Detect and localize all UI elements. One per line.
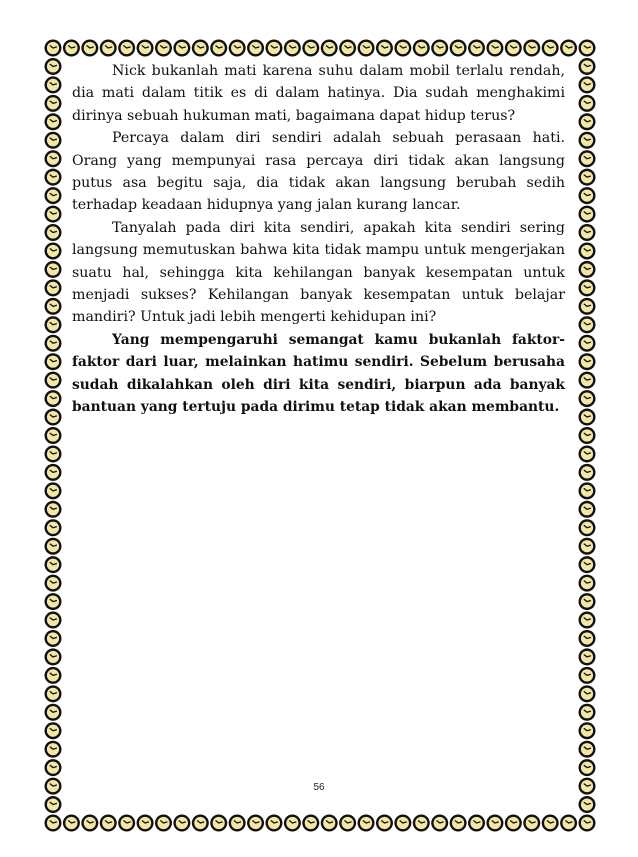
clock-icon bbox=[321, 40, 338, 57]
clock-icon bbox=[579, 335, 596, 352]
clock-icon bbox=[45, 630, 62, 647]
clock-icon bbox=[542, 40, 559, 57]
clock-icon bbox=[284, 815, 301, 832]
clock-icon bbox=[468, 40, 485, 57]
clock-icon bbox=[45, 353, 62, 370]
clock-icon bbox=[560, 815, 577, 832]
clock-icon bbox=[579, 427, 596, 444]
clock-icon bbox=[45, 445, 62, 462]
clock-icon bbox=[413, 815, 430, 832]
clock-icon bbox=[579, 648, 596, 665]
clock-icon bbox=[579, 390, 596, 407]
clock-icon bbox=[45, 704, 62, 721]
clock-icon bbox=[118, 40, 135, 57]
clock-icon bbox=[579, 40, 596, 57]
clock-icon bbox=[45, 815, 62, 832]
clock-icon bbox=[45, 538, 62, 555]
clock-icon bbox=[579, 150, 596, 167]
clock-icon bbox=[45, 409, 62, 426]
clock-icon bbox=[45, 132, 62, 149]
clock-icon bbox=[45, 242, 62, 259]
clock-icon bbox=[45, 95, 62, 112]
clock-icon bbox=[155, 815, 172, 832]
clock-icon bbox=[394, 815, 411, 832]
clock-icon bbox=[45, 612, 62, 629]
clock-icon bbox=[505, 815, 522, 832]
clock-icon bbox=[45, 187, 62, 204]
clock-icon bbox=[579, 538, 596, 555]
clock-icon bbox=[45, 741, 62, 758]
clock-icon bbox=[579, 169, 596, 186]
clock-icon bbox=[45, 390, 62, 407]
clock-icon bbox=[45, 169, 62, 186]
clock-icon bbox=[45, 76, 62, 93]
clock-icon bbox=[579, 593, 596, 610]
page-body-text bbox=[72, 60, 565, 419]
clock-icon bbox=[579, 261, 596, 278]
clock-icon bbox=[45, 685, 62, 702]
clock-icon bbox=[579, 722, 596, 739]
clock-icon bbox=[265, 40, 282, 57]
clock-icon bbox=[302, 815, 319, 832]
clock-icon bbox=[229, 815, 246, 832]
clock-icon bbox=[579, 575, 596, 592]
clock-icon bbox=[45, 40, 62, 57]
clock-icon bbox=[579, 556, 596, 573]
clock-icon bbox=[542, 815, 559, 832]
paragraph-2: Percaya dalam diri sendiri adalah sebuah perasaan hati. Orang yang mempunyai rasa percaya diri tidak akan langsung putus asa begitu saja, dia tidak akan langsung berubah sedih terhadap keadaan hidupnya yang jalan kurang lancar. bbox=[72, 130, 565, 214]
clock-icon bbox=[579, 113, 596, 130]
clock-icon bbox=[45, 113, 62, 130]
clock-icon bbox=[560, 40, 577, 57]
clock-icon bbox=[229, 40, 246, 57]
clock-icon bbox=[579, 316, 596, 333]
clock-icon bbox=[45, 593, 62, 610]
paragraph-4-bold: Yang mempengaruhi semangat kamu bukanlah faktor-faktor dari luar, melainkan hatimu sendiri. Sebelum berusaha sudah dikalahkan oleh diri kita sendiri, biarpun ada banyak bantuan yang tertuju pada dirimu tetap tidak akan membantu. bbox=[72, 331, 565, 416]
clock-icon bbox=[579, 206, 596, 223]
clock-icon bbox=[579, 187, 596, 204]
clock-icon bbox=[45, 575, 62, 592]
clock-icon bbox=[579, 132, 596, 149]
clock-icon bbox=[155, 40, 172, 57]
clock-icon bbox=[45, 556, 62, 573]
clock-icon bbox=[579, 445, 596, 462]
clock-icon bbox=[431, 815, 448, 832]
clock-icon bbox=[173, 40, 190, 57]
page-number: 56 bbox=[313, 782, 325, 793]
clock-icon bbox=[579, 242, 596, 259]
clock-icon bbox=[45, 224, 62, 241]
clock-icon bbox=[579, 279, 596, 296]
clock-icon bbox=[394, 40, 411, 57]
clock-icon bbox=[339, 815, 356, 832]
clock-icon bbox=[579, 612, 596, 629]
clock-icon bbox=[450, 40, 467, 57]
clock-icon bbox=[579, 372, 596, 389]
clock-icon bbox=[137, 40, 154, 57]
clock-icon bbox=[579, 353, 596, 370]
clock-icon bbox=[45, 648, 62, 665]
clock-icon bbox=[579, 796, 596, 813]
clock-icon bbox=[468, 815, 485, 832]
clock-icon bbox=[579, 58, 596, 75]
clock-icon bbox=[210, 40, 227, 57]
clock-icon bbox=[358, 40, 375, 57]
clock-icon bbox=[45, 667, 62, 684]
clock-icon bbox=[486, 40, 503, 57]
clock-icon bbox=[579, 704, 596, 721]
clock-icon bbox=[210, 815, 227, 832]
clock-icon bbox=[45, 206, 62, 223]
clock-icon bbox=[523, 815, 540, 832]
clock-icon bbox=[45, 58, 62, 75]
clock-icon bbox=[45, 519, 62, 536]
clock-icon bbox=[45, 722, 62, 739]
clock-icon bbox=[523, 40, 540, 57]
clock-icon bbox=[579, 95, 596, 112]
clock-icon bbox=[45, 279, 62, 296]
clock-icon bbox=[265, 815, 282, 832]
clock-icon bbox=[45, 150, 62, 167]
clock-icon bbox=[376, 40, 393, 57]
clock-icon bbox=[137, 815, 154, 832]
clock-icon bbox=[192, 815, 209, 832]
clock-icon bbox=[321, 815, 338, 832]
clock-icon bbox=[45, 759, 62, 776]
paragraph-3: Tanyalah pada diri kita sendiri, apakah kita sendiri sering langsung memutuskan bahwa kita tidak mampu untuk mengerjakan suatu hal, sehingga kita kehilangan banyak kesempatan untuk menjadi sukses? Kehilangan banyak kesempatan untuk belajar mandiri? Untuk jadi lebih mengerti kehidupan ini? bbox=[72, 219, 565, 326]
clock-icon bbox=[100, 40, 117, 57]
clock-icon bbox=[45, 261, 62, 278]
clock-icon bbox=[358, 815, 375, 832]
clock-icon bbox=[45, 796, 62, 813]
clock-icon bbox=[45, 316, 62, 333]
clock-icon bbox=[579, 667, 596, 684]
clock-icon bbox=[302, 40, 319, 57]
clock-icon bbox=[579, 298, 596, 315]
clock-icon bbox=[579, 741, 596, 758]
clock-icon bbox=[486, 815, 503, 832]
clock-icon bbox=[284, 40, 301, 57]
clock-icon bbox=[579, 501, 596, 518]
clock-icon bbox=[579, 630, 596, 647]
clock-icon bbox=[45, 482, 62, 499]
clock-icon bbox=[505, 40, 522, 57]
clock-icon bbox=[247, 40, 264, 57]
clock-icon bbox=[579, 519, 596, 536]
clock-icon bbox=[45, 427, 62, 444]
clock-icon bbox=[45, 298, 62, 315]
clock-icon bbox=[431, 40, 448, 57]
clock-icon bbox=[81, 40, 98, 57]
clock-icon bbox=[45, 464, 62, 481]
clock-icon bbox=[118, 815, 135, 832]
clock-icon bbox=[579, 76, 596, 93]
clock-icon bbox=[192, 40, 209, 57]
clock-icon bbox=[579, 224, 596, 241]
clock-icon bbox=[45, 372, 62, 389]
clock-icon bbox=[45, 501, 62, 518]
clock-icon bbox=[579, 482, 596, 499]
clock-icon bbox=[579, 464, 596, 481]
clock-icon bbox=[173, 815, 190, 832]
clock-icon bbox=[247, 815, 264, 832]
clock-icon bbox=[100, 815, 117, 832]
clock-icon bbox=[579, 759, 596, 776]
clock-icon bbox=[339, 40, 356, 57]
clock-icon bbox=[579, 815, 596, 832]
clock-icon bbox=[579, 685, 596, 702]
clock-icon bbox=[413, 40, 430, 57]
clock-icon bbox=[45, 335, 62, 352]
clock-icon bbox=[450, 815, 467, 832]
paragraph-1: Nick bukanlah mati karena suhu dalam mobil terlalu rendah, dia mati dalam titik es di dalam hatinya. Dia sudah menghakimi dirinya sebuah hukuman mati, bagaimana dapat hidup terus? bbox=[72, 63, 565, 124]
clock-icon bbox=[81, 815, 98, 832]
clock-icon bbox=[579, 409, 596, 426]
clock-icon bbox=[63, 815, 80, 832]
clock-icon bbox=[63, 40, 80, 57]
clock-icon bbox=[376, 815, 393, 832]
